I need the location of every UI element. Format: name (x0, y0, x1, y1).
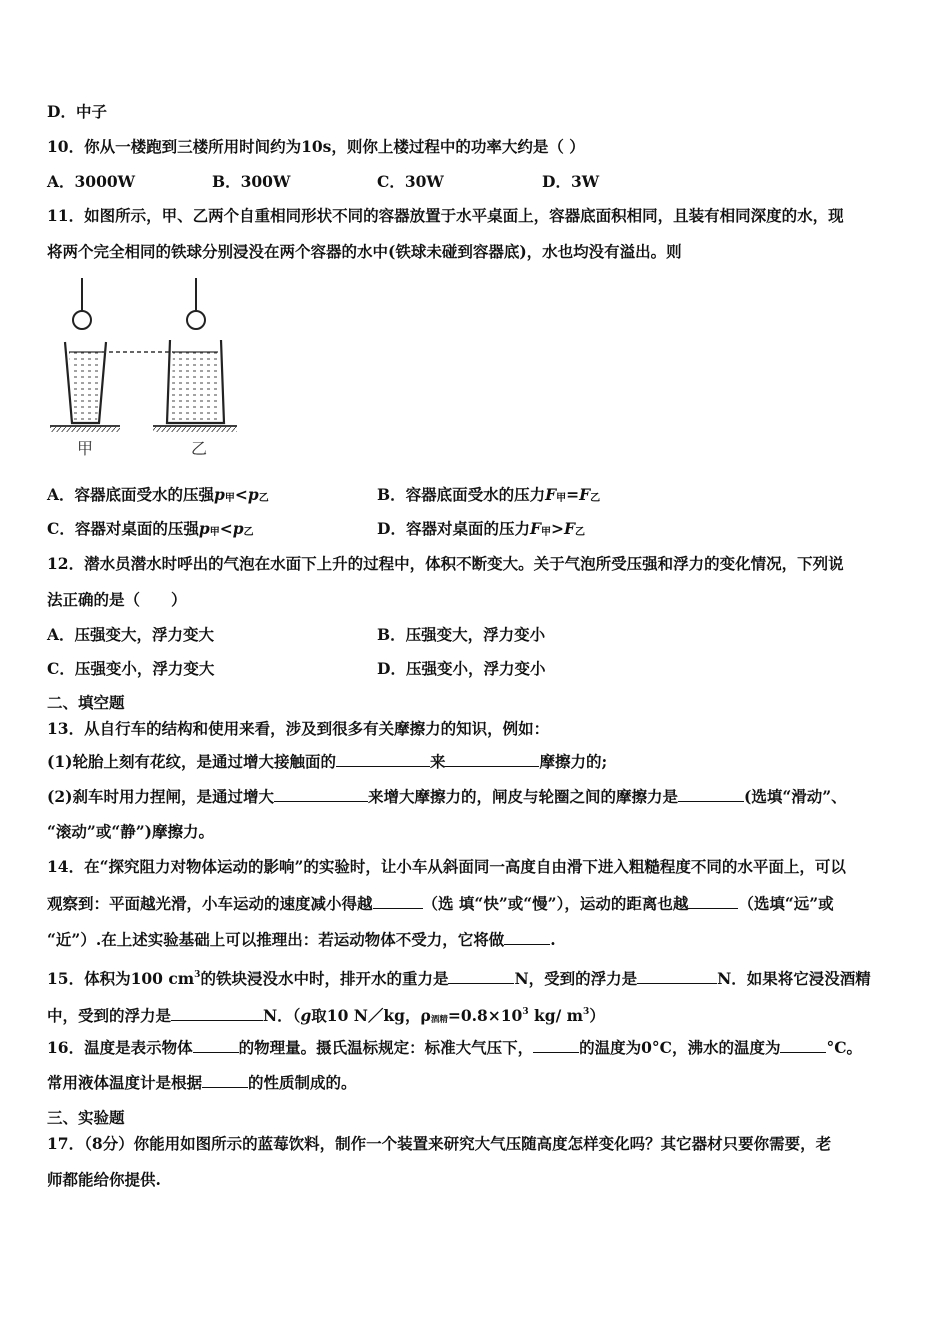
q14-line2: 观察到：平面越光滑，小车运动的速度减小得越 （选 填“快”或“慢”），运动的距离也越 （选填“远”或 (47, 894, 834, 913)
q11-option-c: C．容器对桌面的压强p甲<p乙 (47, 519, 254, 538)
q13-line2: (2)刹车时用力捏闸，是通过增大 来增大摩擦力的，闸皮与轮圈之间的摩擦力是 (选填“滑动”、 (47, 787, 847, 806)
q10-option-d: D．3W (542, 172, 600, 191)
q15-blank-1[interactable] (448, 969, 514, 984)
q15-blank-2[interactable] (637, 969, 717, 984)
left-hanging-ball (73, 278, 91, 329)
section-fill-in-heading: 二、填空题 (47, 693, 125, 712)
q12-stem-line2: 法正确的是（ ） (47, 590, 187, 609)
q11-stem-line1: 11．如图所示，甲、乙两个自重相同形状不同的容器放置于水平桌面上，容器底面积相同，且装有相同深度的水，现 (47, 206, 844, 225)
q10-stem: 10．你从一楼跑到三楼所用时间约为10s，则你上楼过程中的功率大约是（ ） (47, 137, 585, 156)
section-experiment-heading: 三、实验题 (47, 1108, 125, 1127)
q14-blank-2[interactable] (688, 894, 738, 909)
table-surfaces (50, 426, 237, 432)
q16-blank-1[interactable] (193, 1038, 239, 1053)
q13-line1: (1)轮胎上刻有花纹，是通过增大接触面的 来 摩擦力的; (47, 752, 608, 771)
q11-option-b: B．容器底面受水的压力F甲=F乙 (377, 485, 601, 504)
q16-blank-2[interactable] (533, 1038, 579, 1053)
left-container (65, 342, 106, 423)
q12-option-a: A．压强变大，浮力变大 (47, 625, 215, 644)
q16-line2: 常用液体温度计是根据 的性质制成的。 (47, 1073, 357, 1092)
q11-option-a: A．容器底面受水的压强p甲<p乙 (47, 485, 269, 504)
q13-blank-4[interactable] (678, 787, 744, 802)
q11-option-d: D．容器对桌面的压力F甲>F乙 (377, 519, 585, 538)
right-container (167, 340, 224, 423)
q15-line2: 中，受到的浮力是 N．（g取10 N／kg，ρ酒精$=0.8\times 10^3$ kg/ $m^3$） (47, 1006, 605, 1025)
q12-option-b: B．压强变大，浮力变小 (377, 625, 546, 644)
q17-line2: 师都能给你提供. (47, 1170, 161, 1189)
q14-blank-3[interactable] (504, 930, 550, 945)
q16-line1: 16．温度是表示物体 的物理量。摄氏温标规定：标准大气压下， 的温度为0°C，沸水的温度为 °C。 (47, 1038, 863, 1057)
q10-option-c: C．30W (377, 172, 444, 191)
q16-blank-4[interactable] (202, 1073, 248, 1088)
q15-blank-3[interactable] (171, 1006, 263, 1021)
q11-stem-line2: 将两个完全相同的铁球分别浸没在两个容器的水中(铁球未碰到容器底)，水也均没有溢出。则 (47, 242, 682, 261)
q10-option-b: B．300W (212, 172, 291, 191)
q9-option-d: D．中子 (47, 102, 107, 121)
q15-line1: 15．体积为100 $cm^3$的铁块浸没水中时，排开水的重力是 N，受到的浮力是 N．如果将它浸没酒精 (47, 969, 871, 988)
q10-option-a: A．3000W (47, 172, 136, 191)
q11-container-figure (45, 278, 255, 463)
q13-blank-3[interactable] (274, 787, 368, 802)
label-yi: 乙 (191, 439, 208, 458)
q12-stem-line1: 12．潜水员潜水时呼出的气泡在水面下上升的过程中，体积不断变大。关于气泡所受压强和浮力的变化情况，下列说 (47, 554, 844, 573)
q14-line1: 14．在“探究阻力对物体运动的影响”的实验时，让小车从斜面同一高度自由滑下进入粗糙程度不同的水平面上，可以 (47, 857, 846, 876)
right-hanging-ball (187, 278, 205, 329)
q12-option-d: D．压强变小，浮力变小 (377, 659, 546, 678)
q13-blank-2[interactable] (445, 752, 539, 767)
q14-line3: “近”）.在上述实验基础上可以推理出：若运动物体不受力，它将做 . (47, 930, 556, 949)
q17-line1: 17．（8分）你能用如图所示的蓝莓饮料，制作一个装置来研究大气压随高度怎样变化吗？其它器材只要你需要，老 (47, 1134, 832, 1153)
q16-blank-3[interactable] (780, 1038, 826, 1053)
label-jia: 甲 (77, 439, 94, 458)
q14-blank-1[interactable] (373, 894, 423, 909)
q13-line3: “滚动”或“静”)摩擦力。 (47, 822, 214, 841)
q13-blank-1[interactable] (336, 752, 430, 767)
q13-stem: 13．从自行车的结构和使用来看，涉及到很多有关摩擦力的知识，例如： (47, 719, 550, 738)
q12-option-c: C．压强变小，浮力变大 (47, 659, 215, 678)
